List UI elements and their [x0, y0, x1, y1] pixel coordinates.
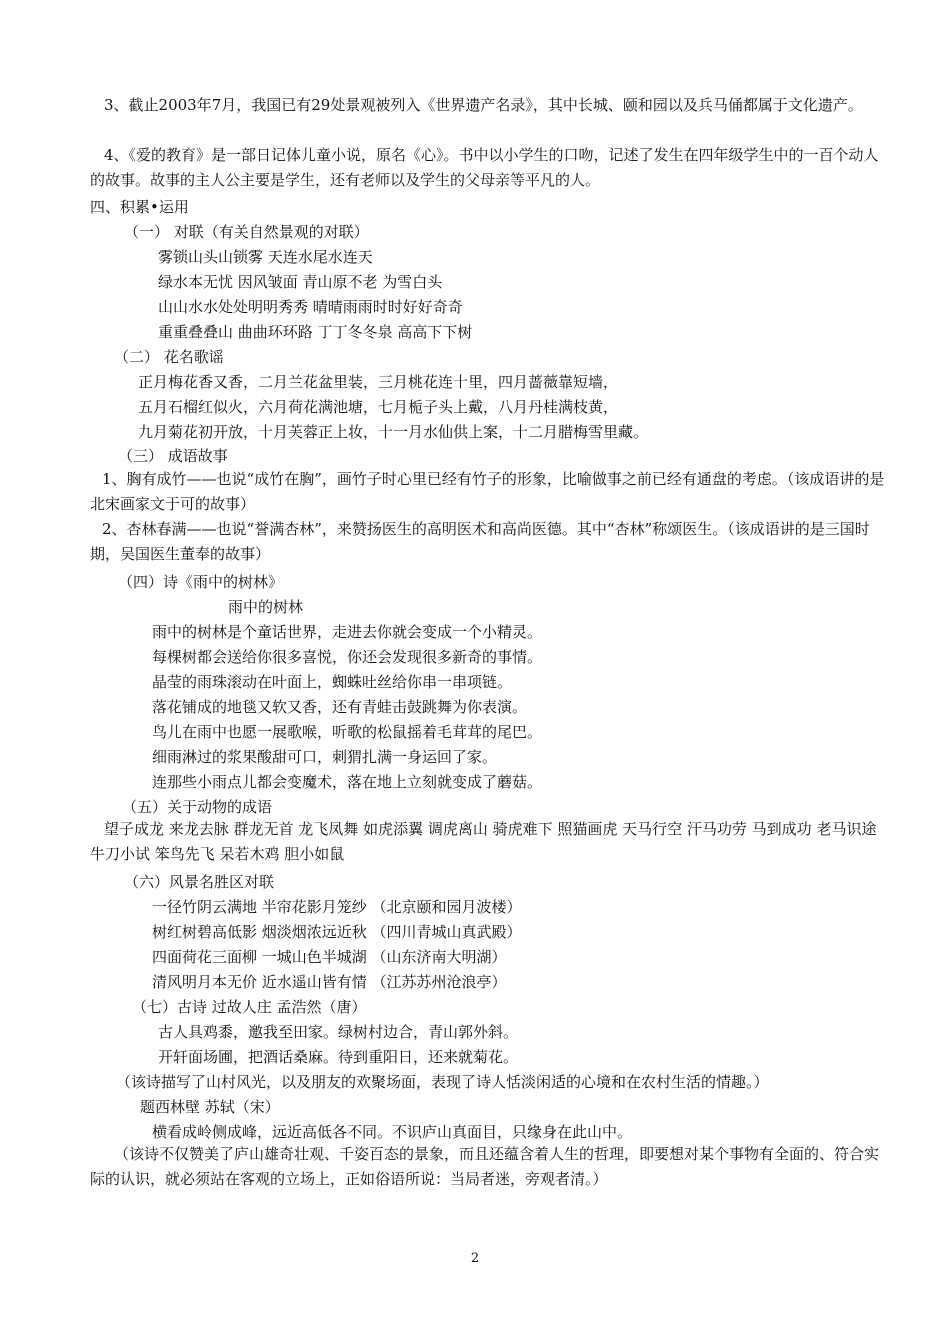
poem-line: 落花铺成的地毯又软又香，还有青蛙击鼓跳舞为你表演。: [152, 698, 528, 716]
poem-title: 雨中的树林: [228, 598, 304, 616]
poem-line: 晶莹的雨珠滚动在叶面上，蜘蛛吐丝给你串一串项链。: [152, 673, 513, 691]
poem1-line: 开轩面场圃，把酒话桑麻。待到重阳日，还来就菊花。: [158, 1048, 519, 1066]
idiom-story-1: 1、胸有成竹——也说“成竹在胸”，画竹子时心里已经有竹子的形象，比喻做事之前已经有通盘的考虑。（该成语讲的是北宋画家文于可的故事）: [90, 470, 885, 513]
scenic-couplet-line: 一径竹阴云满地 半帘花影月笼纱 （北京颐和园月波楼）: [152, 898, 522, 916]
poem1-note: （该诗描写了山村风光，以及朋友的欢聚场面，表现了诗人恬淡闲适的心境和在农村生活的情趣。）: [116, 1073, 769, 1091]
item-3: 3、截止2003年7月，我国已有29处景观被列入《世界遗产名录》，其中长城、颐和园以及兵马俑都属于文化遗产。: [104, 96, 863, 114]
couplet-line: 绿水本无忧 因风皱面 青山原不老 为雪白头: [158, 273, 443, 291]
poem2-note: （该诗不仅赞美了庐山雄奇壮观、千姿百态的景象，而且还蕴含着人生的哲理，即要想对某个事物有全面的、符合实际的认识，就必须站在客观的立场上，正如俗语所说：当局者迷，旁观者清。）: [90, 1145, 880, 1188]
poem1-line: 古人具鸡黍，邀我至田家。绿树村边合，青山郭外斜。: [158, 1023, 519, 1041]
page-number: 2: [470, 1251, 480, 1266]
scenic-couplets-heading: （六）风景名胜区对联: [124, 873, 275, 891]
flower-song-heading: （二） 花名歌谣: [114, 348, 224, 366]
poem-line: 鸟儿在雨中也愿一展歌喉，听歌的松鼠摇着毛茸茸的尾巴。: [152, 723, 543, 741]
item-4: 4、《爱的教育》是一部日记体儿童小说，原名《心》。书中以小学生的口吻，记述了发生在四年级学生中的一百个动人的故事。故事的主人公主要是学生，还有老师以及学生的父母亲等平凡的人。: [90, 146, 879, 189]
flower-song-line: 正月梅花香又香，二月兰花盆里装，三月桃花连十里，四月蔷薇靠短墙，: [138, 373, 619, 391]
animal-idioms-text: 望子成龙 来龙去脉 群龙无首 龙飞凤舞 如虎添翼 调虎离山 骑虎难下 照猫画虎 天马行空 汗马功劳 马到成功 老马识途 牛刀小试 笨鸟先飞 呆若木鸡 胆小如鼠: [90, 820, 877, 863]
poem2-title: 题西林壁 苏轼（宋）: [140, 1098, 280, 1116]
poem-line: 雨中的树林是个童话世界，走进去你就会变成一个小精灵。: [152, 623, 543, 641]
idiom-story-heading: （三） 成语故事: [118, 447, 228, 465]
flower-song-line: 五月石榴红似火，六月荷花满池塘，七月栀子头上戴，八月丹桂满枝黄，: [138, 398, 619, 416]
poem2-line: 横看成岭侧成峰，远近高低各不同。不识庐山真面目，只缘身在此山中。: [152, 1123, 633, 1141]
scenic-couplet-line: 四面荷花三面柳 一城山色半城湖 （山东济南大明湖）: [152, 948, 507, 966]
animal-idioms-heading: （五）关于动物的成语: [122, 798, 273, 816]
poem-heading: （四）诗《雨中的树林》: [118, 573, 284, 591]
couplet-line: 雾锁山头山锁雾 天连水尾水连天: [158, 248, 373, 266]
couplet-line: 重重叠叠山 曲曲环环路 丁丁冬冬泉 高高下下树: [158, 323, 473, 341]
ancient-poems-heading: （七）古诗 过故人庄 孟浩然（唐）: [132, 998, 367, 1016]
poem-line: 每棵树都会送给你很多喜悦，你还会发现很多新奇的事情。: [152, 648, 543, 666]
couplets-heading: （一） 对联（有关自然景观的对联）: [124, 223, 369, 241]
scenic-couplet-line: 树红树碧高低影 烟淡烟浓远近秋 （四川青城山真武殿）: [152, 923, 522, 941]
section-four-heading: 四、积累•运用: [90, 198, 189, 216]
poem-line: 细雨淋过的浆果酸甜可口，刺猬扎满一身运回了家。: [152, 748, 498, 766]
scenic-couplet-line: 清风明月本无价 近水遥山皆有情 （江苏苏州沧浪亭）: [152, 973, 507, 991]
couplet-line: 山山水水处处明明秀秀 晴晴雨雨时时好好奇奇: [158, 298, 463, 316]
idiom-story-2: 2、杏林春满——也说“誉满杏林”，来赞扬医生的高明医术和高尚医德。其中“杏林”称颂医生。（该成语讲的是三国时期，吴国医生董奉的故事）: [90, 520, 870, 563]
flower-song-line: 九月菊花初开放，十月芙蓉正上妆，十一月水仙供上案，十二月腊梅雪里藏。: [138, 423, 649, 441]
poem-line: 连那些小雨点儿都会变魔术，落在地上立刻就变成了蘑菇。: [152, 773, 543, 791]
